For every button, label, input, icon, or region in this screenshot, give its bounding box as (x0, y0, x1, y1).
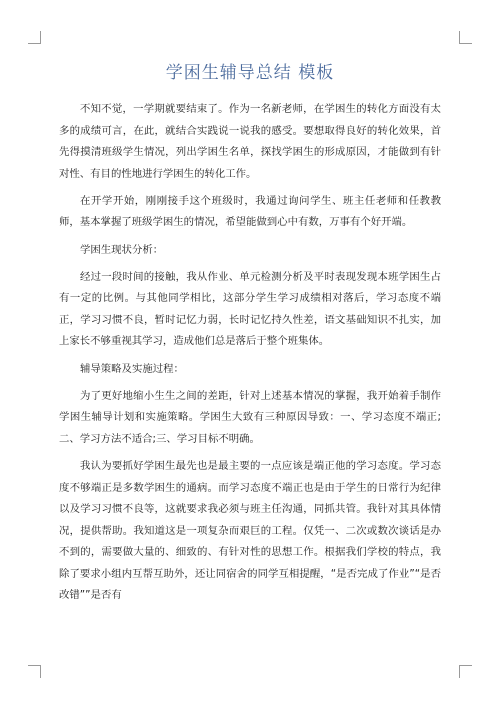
crop-mark-bottom-right (459, 665, 472, 678)
document-body (59, 99, 441, 613)
paragraph-status-analysis: 经过一段时间的接触，我从作业、单元检测分析及平时表现发现本班学困生占有一定的比例。与其他同学相比，这部分学生学习成绩相对落后，学习态度不端正，学习习惯不良，暂时记忆力弱，长时记忆持久性差，语文基础知识不扎实，加上家长不够重视其学习，造成他们总是落后于整个班集体。 (59, 270, 441, 348)
document-title: 学困生辅导总结 模板 (165, 63, 335, 83)
section-heading-status-analysis: 学困生现状分析： (80, 243, 164, 256)
paragraph-intro: 不知不觉，一学期就要结束了。作为一名新老师，在学困生的转化方面没有太多的成绩可言，在此，就结合实践说一说我的感受。要想取得良好的转化效果，首先得摸清班级学生情况，列出学困生名单，探找学困生的形成原因，才能做到有针对性、有目的性地进行学困生的转化工作。 (59, 103, 441, 180)
paragraph-attitude: 我认为要抓好学困生最先也是最主要的一点应该是端正他的学习态度。学习态度不够端正是多数学困生的通病。而学习态度不端正也是由于学生的日常行为纪律以及学习习惯不良等，这就要求我必须与班主任沟通，同抓共管。我针对其具体情况，提供帮助。我知道这是一项复杂而艰巨的工程。仅凭一、二次或数次谈话是办不到的，需要做大量的、细致的、有针对性的思想工作。根据我们学校的特点，我除了要求小组内互帮互助外，还让同宿舍的同学互相提醒，“是否完成了作业”“是否改错””是否有 (59, 459, 441, 602)
paragraph-start-of-term: 在开学开始，刚刚接手这个班级时，我通过询问学生、班主任老师和任教教师，基本掌握了班级学困生的情况，希望能做到心中有数，万事有个好开端。 (59, 194, 441, 229)
crop-mark-top-right (459, 31, 472, 44)
crop-mark-bottom-left (28, 665, 41, 678)
section-heading-strategy: 辅导策略及实施过程： (80, 362, 184, 375)
paragraph-strategy: 为了更好地缩小生生之间的差距，针对上述基本情况的掌握，我开始着手制作学困生辅导计划和实施策略。学困生大致有三种原因导致：一、学习态度不端正;二、学习方法不适合;三、学习目标不明确。 (59, 389, 441, 445)
crop-mark-top-left (28, 31, 41, 44)
